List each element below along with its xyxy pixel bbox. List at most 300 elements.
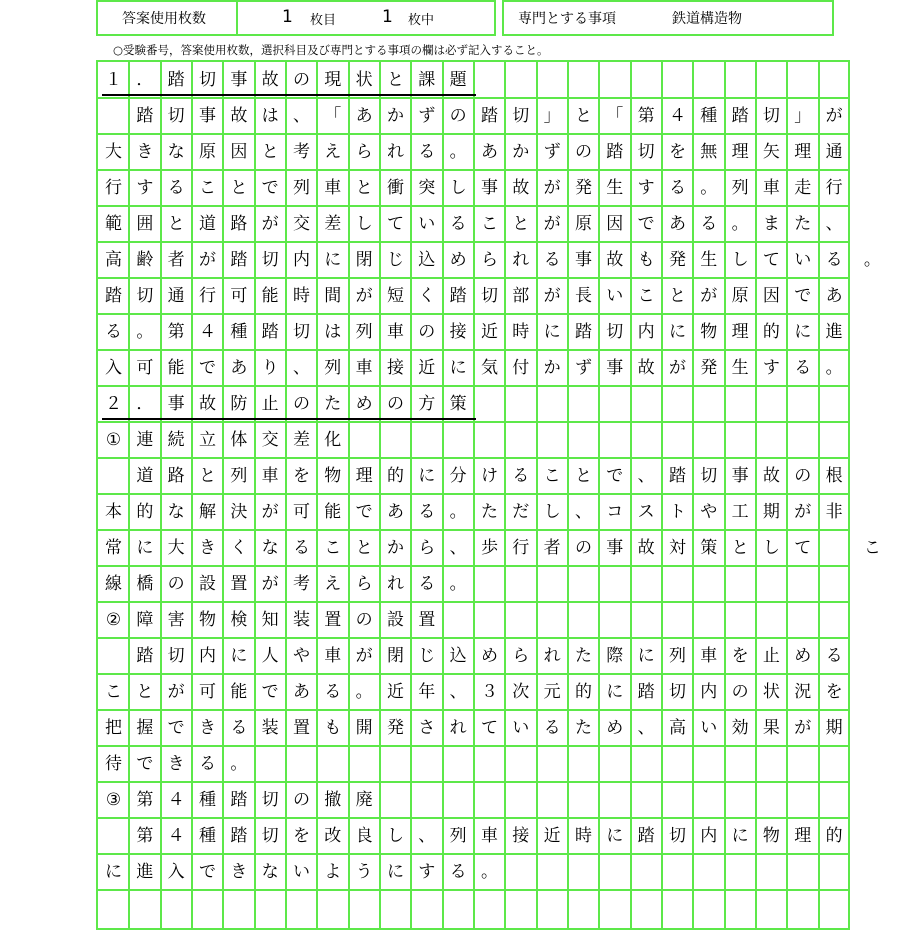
grid-character: を <box>292 466 310 486</box>
grid-character: 装 <box>292 610 310 630</box>
grid-character: 。 <box>700 178 718 198</box>
grid-character: 大 <box>167 538 185 558</box>
grid-character: 付 <box>512 358 530 378</box>
grid-character: 通 <box>167 286 185 306</box>
grid-character: る <box>198 754 216 774</box>
grid-character: 入 <box>167 862 185 882</box>
grid-character: 考 <box>292 142 310 162</box>
grid-character: す <box>136 178 154 198</box>
grid-character: 踏 <box>606 142 624 162</box>
grid-character: 発 <box>386 718 404 738</box>
grid-character: 方 <box>418 394 436 414</box>
grid-character: 時 <box>512 322 530 342</box>
grid-character: や <box>700 502 718 522</box>
grid-character: 踏 <box>637 682 655 702</box>
grid-character: 踏 <box>574 322 592 342</box>
grid-character: 切 <box>261 790 279 810</box>
grid-character: 廃 <box>355 790 373 810</box>
grid-character: 理 <box>794 826 812 846</box>
grid-character: 切 <box>637 142 655 162</box>
grid-character: 的 <box>574 682 592 702</box>
grid-character: 内 <box>700 682 718 702</box>
grid-character: 故 <box>637 538 655 558</box>
grid-character: 的 <box>825 826 843 846</box>
grid-character: 高 <box>668 718 686 738</box>
grid-character: 時 <box>292 286 310 306</box>
grid-character: を <box>292 826 310 846</box>
grid-character: 連 <box>136 430 154 450</box>
grid-character: ２ <box>105 394 122 414</box>
grid-character: め <box>449 250 467 270</box>
grid-character: 行 <box>825 178 843 198</box>
grid-character: 込 <box>418 250 436 270</box>
grid-character: こ <box>480 214 498 234</box>
grid-character: の <box>574 142 592 162</box>
grid-character: 故 <box>261 70 279 90</box>
grid-character: 道 <box>136 466 154 486</box>
grid-row-line <box>98 853 848 855</box>
grid-character: あ <box>480 142 498 162</box>
grid-character: 的 <box>136 502 154 522</box>
grid-character: に <box>731 826 749 846</box>
grid-character: 。 <box>480 862 498 882</box>
grid-character: ③ <box>105 790 122 810</box>
grid-character: 。 <box>230 754 248 774</box>
grid-character: 踏 <box>449 286 467 306</box>
grid-character: 故 <box>762 466 780 486</box>
grid-character: 理 <box>794 142 812 162</box>
grid-character: 切 <box>606 322 624 342</box>
grid-character: で <box>261 178 279 198</box>
grid-character: 踏 <box>731 106 749 126</box>
grid-character: 切 <box>167 646 185 666</box>
grid-character: る <box>418 574 436 594</box>
grid-character: 矢 <box>762 142 780 162</box>
grid-character: 事 <box>167 394 185 414</box>
grid-character: に <box>606 682 624 702</box>
grid-character: 高 <box>105 250 122 270</box>
grid-row-line <box>98 169 848 171</box>
grid-character: 可 <box>230 286 248 306</box>
grid-character: る <box>449 862 467 882</box>
grid-character: 物 <box>198 610 216 630</box>
grid-character: ４ <box>167 826 185 846</box>
grid-row-line <box>98 637 848 639</box>
grid-character: 元 <box>543 682 561 702</box>
grid-character: と <box>355 538 373 558</box>
grid-character: 「 <box>324 106 342 126</box>
grid-character: に <box>794 322 812 342</box>
grid-character: め <box>606 718 624 738</box>
grid-character: 線 <box>105 574 122 594</box>
grid-character: が <box>543 214 561 234</box>
grid-character: う <box>355 862 373 882</box>
grid-character: 期 <box>825 718 843 738</box>
grid-character: 車 <box>480 826 498 846</box>
grid-character: 事 <box>731 466 749 486</box>
grid-character: 進 <box>825 322 843 342</box>
grid-character: 者 <box>167 250 185 270</box>
grid-character: 果 <box>762 718 780 738</box>
grid-character: 踏 <box>230 826 248 846</box>
grid-character: あ <box>386 502 404 522</box>
grid-character: め <box>355 394 373 414</box>
grid-character: 分 <box>449 466 467 486</box>
instruction-note: ○受験番号，答案使用枚数，選択科目及び専門とする事項の欄は必ず記入すること。 <box>113 43 549 57</box>
grid-character: が <box>261 502 279 522</box>
grid-character: の <box>449 106 467 126</box>
grid-character: 置 <box>418 610 436 630</box>
grid-character: 的 <box>386 466 404 486</box>
grid-character: 、 <box>637 466 655 486</box>
grid-character: 、 <box>449 682 467 702</box>
grid-character: 害 <box>167 610 185 630</box>
grid-character: 改 <box>324 826 342 846</box>
grid-character: は <box>261 106 279 126</box>
grid-character: 良 <box>355 826 373 846</box>
grid-character: ． <box>136 394 154 414</box>
grid-character: が <box>543 286 561 306</box>
grid-character: こ <box>324 538 342 558</box>
grid-character: 。 <box>731 214 749 234</box>
grid-character: 握 <box>136 718 154 738</box>
grid-character: に <box>105 862 122 882</box>
grid-character: 解 <box>198 502 216 522</box>
grid-character: あ <box>230 358 248 378</box>
grid-character: ス <box>637 502 655 522</box>
grid-character: 因 <box>606 214 624 234</box>
grid-row-line <box>98 349 848 351</box>
grid-character: さ <box>418 718 436 738</box>
grid-character: 踏 <box>167 70 185 90</box>
grid-character: ず <box>574 358 592 378</box>
grid-character: 近 <box>543 826 561 846</box>
grid-character: こ <box>105 682 122 702</box>
grid-character: と <box>230 178 248 198</box>
grid-row-line <box>98 313 848 315</box>
grid-character: 閉 <box>355 250 373 270</box>
grid-character: す <box>762 358 780 378</box>
grid-character: 接 <box>386 358 404 378</box>
grid-character: 事 <box>230 70 248 90</box>
grid-character: 第 <box>167 322 185 342</box>
grid-character: を <box>825 682 843 702</box>
grid-character: 時 <box>574 826 592 846</box>
grid-character: あ <box>292 682 310 702</box>
grid-character: 踏 <box>230 250 248 270</box>
grid-character: た <box>794 214 812 234</box>
grid-character: な <box>261 862 279 882</box>
grid-character: 現 <box>324 70 342 90</box>
grid-character: 踏 <box>261 322 279 342</box>
grid-row-line <box>98 493 848 495</box>
grid-character: が <box>355 286 373 306</box>
grid-character: い <box>512 718 530 738</box>
grid-character: 能 <box>324 502 342 522</box>
grid-character: で <box>794 286 812 306</box>
sheet-suffix: 枚目 <box>310 13 337 28</box>
grid-character: と <box>167 214 185 234</box>
grid-character: ら <box>512 646 530 666</box>
grid-character: れ <box>512 250 530 270</box>
grid-character: 種 <box>198 826 216 846</box>
grid-character: 大 <box>105 142 122 162</box>
grid-character: 切 <box>668 682 686 702</box>
grid-character: に <box>136 538 154 558</box>
grid-character: ら <box>355 574 373 594</box>
grid-character: の <box>292 394 310 414</box>
grid-character: き <box>167 754 185 774</box>
grid-character: が <box>261 214 279 234</box>
grid-character: 者 <box>543 538 561 558</box>
grid-character: 切 <box>512 106 530 126</box>
grid-character: 策 <box>449 394 467 414</box>
grid-character: 。 <box>449 502 467 522</box>
count-label: 答案使用枚数 <box>122 11 206 27</box>
grid-character: と <box>386 70 404 90</box>
grid-character: 橋 <box>136 574 154 594</box>
grid-character: 列 <box>731 178 749 198</box>
grid-character: 、 <box>574 502 592 522</box>
grid-character: 故 <box>512 178 530 198</box>
grid-character: で <box>136 754 154 774</box>
grid-character: 能 <box>167 358 185 378</box>
grid-character: い <box>794 250 812 270</box>
grid-character: 車 <box>324 178 342 198</box>
grid-character: し <box>386 826 404 846</box>
grid-character: 近 <box>418 358 436 378</box>
grid-character: 踏 <box>136 106 154 126</box>
grid-character: 齢 <box>136 250 154 270</box>
grid-character: 切 <box>261 250 279 270</box>
grid-character: 走 <box>794 178 812 198</box>
grid-character: も <box>637 250 655 270</box>
grid-character: 常 <box>105 538 122 558</box>
grid-character: 。 <box>449 574 467 594</box>
grid-character: 第 <box>136 826 154 846</box>
grid-character: 理 <box>355 466 373 486</box>
grid-character: 事 <box>480 178 498 198</box>
grid-character: だ <box>512 502 530 522</box>
grid-character: た <box>480 502 498 522</box>
answer-grid <box>96 60 881 930</box>
grid-character: こ <box>637 286 655 306</box>
grid-character: に <box>418 466 436 486</box>
grid-character: も <box>324 718 342 738</box>
grid-character: を <box>731 646 749 666</box>
grid-row-line <box>98 205 848 207</box>
grid-character: 生 <box>731 358 749 378</box>
grid-row-line <box>98 745 848 747</box>
grid-character: 踏 <box>230 790 248 810</box>
grid-character: 事 <box>606 538 624 558</box>
grid-character: 能 <box>261 286 279 306</box>
grid-character: い <box>700 718 718 738</box>
grid-character: い <box>292 862 310 882</box>
grid-character: の <box>418 322 436 342</box>
grid-character: 検 <box>230 610 248 630</box>
grid-character: が <box>167 682 185 702</box>
grid-character: し <box>355 214 373 234</box>
grid-character: 根 <box>825 466 843 486</box>
grid-character: な <box>167 142 185 162</box>
grid-character: 生 <box>700 250 718 270</box>
grid-character: 生 <box>606 178 624 198</box>
grid-character: 能 <box>230 682 248 702</box>
grid-character: で <box>198 358 216 378</box>
grid-character: 、 <box>449 538 467 558</box>
grid-character: て <box>794 538 812 558</box>
grid-row-line <box>98 673 848 675</box>
grid-character: に <box>386 862 404 882</box>
grid-character: い <box>606 286 624 306</box>
grid-character: 行 <box>198 286 216 306</box>
grid-character: 因 <box>762 286 780 306</box>
grid-character: 内 <box>700 826 718 846</box>
grid-character: め <box>794 646 812 666</box>
grid-character: 期 <box>762 502 780 522</box>
specialty-box <box>502 0 834 36</box>
grid-character: ① <box>105 430 122 450</box>
grid-character: か <box>512 142 530 162</box>
grid-character: 的 <box>762 322 780 342</box>
grid-character: と <box>668 286 686 306</box>
grid-character: て <box>386 214 404 234</box>
grid-character: 人 <box>261 646 279 666</box>
grid-character: 設 <box>386 610 404 630</box>
grid-character: 、 <box>292 106 310 126</box>
grid-character: る <box>794 358 812 378</box>
grid-character: 第 <box>136 790 154 810</box>
grid-row-line <box>98 529 848 531</box>
grid-character: が <box>668 358 686 378</box>
grid-character: で <box>355 502 373 522</box>
grid-character: え <box>324 142 342 162</box>
grid-character: る <box>825 646 843 666</box>
grid-character: 状 <box>762 682 780 702</box>
grid-character: 置 <box>292 718 310 738</box>
grid-character: と <box>198 466 216 486</box>
grid-character: ４ <box>198 322 216 342</box>
grid-character: 無 <box>700 142 718 162</box>
grid-character: 課 <box>418 70 436 90</box>
grid-character: 発 <box>668 250 686 270</box>
grid-character: と <box>512 214 530 234</box>
grid-character: に <box>449 358 467 378</box>
grid-character: す <box>637 178 655 198</box>
grid-character: 切 <box>700 466 718 486</box>
grid-character: 列 <box>292 178 310 198</box>
total-number: 1 <box>382 7 393 27</box>
grid-character: 置 <box>324 610 342 630</box>
grid-character: 路 <box>167 466 185 486</box>
grid-character: 接 <box>449 322 467 342</box>
grid-character: 因 <box>230 142 248 162</box>
grid-character: 内 <box>198 646 216 666</box>
grid-character: 止 <box>762 646 780 666</box>
grid-character: 化 <box>324 430 342 450</box>
grid-character: 物 <box>700 322 718 342</box>
grid-row-line <box>98 781 848 783</box>
grid-character: 近 <box>480 322 498 342</box>
grid-character: に <box>668 322 686 342</box>
grid-character: 」 <box>794 106 812 126</box>
grid-character: 切 <box>167 106 185 126</box>
grid-character: く <box>230 538 248 558</box>
grid-character: 気 <box>480 358 498 378</box>
grid-character: き <box>230 862 248 882</box>
grid-character: 踏 <box>105 286 122 306</box>
grid-character: 種 <box>198 790 216 810</box>
grid-character: 決 <box>230 502 248 522</box>
grid-row-line <box>98 457 848 459</box>
grid-character: 種 <box>700 106 718 126</box>
grid-character: こ <box>198 178 216 198</box>
grid-character: 車 <box>324 646 342 666</box>
grid-character: 可 <box>292 502 310 522</box>
grid-character: 踏 <box>668 466 686 486</box>
grid-character: 考 <box>292 574 310 594</box>
grid-character: ト <box>668 502 686 522</box>
total-suffix: 枚中 <box>408 13 435 28</box>
grid-character: の <box>574 538 592 558</box>
grid-character: 年 <box>418 682 436 702</box>
grid-character: 物 <box>324 466 342 486</box>
grid-character: あ <box>668 214 686 234</box>
grid-character: の <box>386 394 404 414</box>
grid-character: 。 <box>863 250 881 270</box>
grid-character: る <box>543 250 561 270</box>
grid-character: 交 <box>261 430 279 450</box>
grid-character: 切 <box>762 106 780 126</box>
grid-character: 原 <box>198 142 216 162</box>
grid-character: の <box>794 466 812 486</box>
grid-character: ． <box>136 70 154 90</box>
grid-character: 、 <box>637 718 655 738</box>
grid-character: 」 <box>543 106 561 126</box>
grid-character: の <box>731 682 749 702</box>
grid-character: は <box>324 322 342 342</box>
answer-sheet-count-box <box>96 0 496 36</box>
grid-character: 部 <box>512 286 530 306</box>
grid-character: 内 <box>637 322 655 342</box>
grid-row-line <box>98 601 848 603</box>
grid-character: ら <box>480 250 498 270</box>
grid-character: る <box>418 502 436 522</box>
grid-character: る <box>105 322 122 342</box>
grid-character: れ <box>386 574 404 594</box>
grid-character: 交 <box>292 214 310 234</box>
grid-character: 車 <box>386 322 404 342</box>
grid-character: が <box>700 286 718 306</box>
grid-character: た <box>574 718 592 738</box>
grid-character: コ <box>606 502 624 522</box>
grid-character: か <box>386 538 404 558</box>
grid-character: 待 <box>105 754 122 774</box>
grid-character: 発 <box>700 358 718 378</box>
count-box-divider <box>236 2 238 34</box>
grid-character: く <box>418 286 436 306</box>
grid-character: ら <box>355 142 373 162</box>
grid-character: １ <box>105 70 122 90</box>
grid-character: ② <box>105 610 122 630</box>
grid-character: 進 <box>136 862 154 882</box>
grid-character: ら <box>418 538 436 558</box>
specialty-value: 鉄道構造物 <box>672 11 742 27</box>
grid-character: と <box>355 178 373 198</box>
grid-character: 題 <box>449 70 467 90</box>
grid-character: 歩 <box>480 538 498 558</box>
